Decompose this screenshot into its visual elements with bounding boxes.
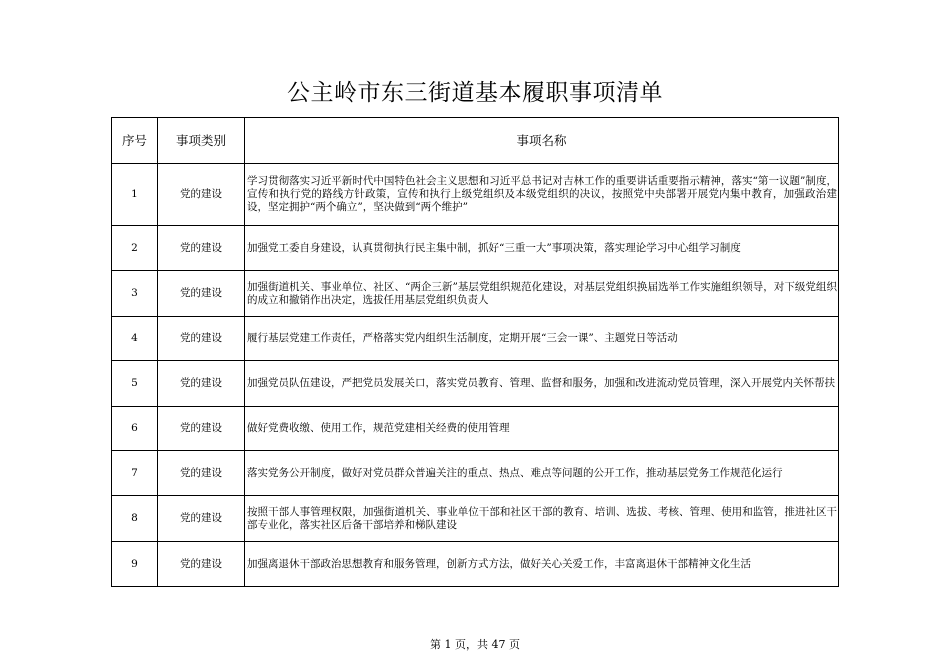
- row-number: 3: [112, 271, 158, 317]
- row-item-name: 加强党工委自身建设，认真贯彻执行民主集中制，抓好“三重一大”事项决策，落实理论学习中心组学习制度: [245, 226, 839, 271]
- row-number: 6: [112, 407, 158, 451]
- row-item-name: 做好党费收缴、使用工作，规范党建相关经费的使用管理: [245, 407, 839, 451]
- row-category: 党的建设: [158, 407, 245, 451]
- table-row: [112, 407, 839, 451]
- row-item-name: 加强街道机关、事业单位、社区、“两企三新”基层党组织规范化建设，对基层党组织换届选举工作实施组织领导，对下级党组织的成立和撤销作出决定，选拔任用基层党组织负责人: [245, 271, 839, 317]
- table-row: [112, 317, 839, 361]
- table-row: [112, 496, 839, 542]
- row-item-name: 落实党务公开制度，做好对党员群众普遍关注的重点、热点、难点等问题的公开工作，推动基层党务工作规范化运行: [245, 451, 839, 496]
- row-number: 8: [112, 496, 158, 542]
- duty-table: [111, 117, 839, 587]
- row-category: 党的建设: [158, 361, 245, 407]
- row-number: 2: [112, 226, 158, 271]
- row-category: 党的建设: [158, 542, 245, 587]
- table-row: [112, 542, 839, 587]
- header-item-name: 事项名称: [245, 118, 839, 164]
- table-row: [112, 361, 839, 407]
- header-category: 事项类别: [158, 118, 245, 164]
- row-number: 1: [112, 164, 158, 226]
- row-category: 党的建设: [158, 164, 245, 226]
- row-number: 4: [112, 317, 158, 361]
- table-row: [112, 164, 839, 226]
- table-row: [112, 226, 839, 271]
- row-category: 党的建设: [158, 496, 245, 542]
- row-number: 5: [112, 361, 158, 407]
- row-category: 党的建设: [158, 271, 245, 317]
- row-item-name: 学习贯彻落实习近平新时代中国特色社会主义思想和习近平总书记对吉林工作的重要讲话重要指示精神，落实“第一议题”制度，宣传和执行党的路线方针政策，宣传和执行上级党组织及本级党组织的决议，按照党中央部署开展党内集中教育，加强政治建设，坚定拥护“两个确立”，坚决做到“两个维护”: [245, 164, 839, 226]
- page-title: 公主岭市东三街道基本履职事项清单: [287, 80, 663, 106]
- row-item-name: 履行基层党建工作责任，严格落实党内组织生活制度，定期开展“三会一课”、主题党日等活动: [245, 317, 839, 361]
- table-row: [112, 451, 839, 496]
- row-category: 党的建设: [158, 451, 245, 496]
- table-header-row: [112, 118, 839, 164]
- row-number: 7: [112, 451, 158, 496]
- row-item-name: 加强党员队伍建设，严把党员发展关口，落实党员教育、管理、监督和服务，加强和改进流动党员管理，深入开展党内关怀帮扶: [245, 361, 839, 407]
- header-serial-number: 序号: [112, 118, 158, 164]
- row-category: 党的建设: [158, 317, 245, 361]
- row-item-name: 加强离退休干部政治思想教育和服务管理，创新方式方法，做好关心关爱工作，丰富离退休干部精神文化生活: [245, 542, 839, 587]
- page-footer: 第 1 页，共 47 页: [430, 638, 520, 651]
- row-category: 党的建设: [158, 226, 245, 271]
- row-number: 9: [112, 542, 158, 587]
- table-row: [112, 271, 839, 317]
- row-item-name: 按照干部人事管理权限，加强街道机关、事业单位干部和社区干部的教育、培训、选拔、考核、管理、使用和监管，推进社区干部专业化，落实社区后备干部培养和梯队建设: [245, 496, 839, 542]
